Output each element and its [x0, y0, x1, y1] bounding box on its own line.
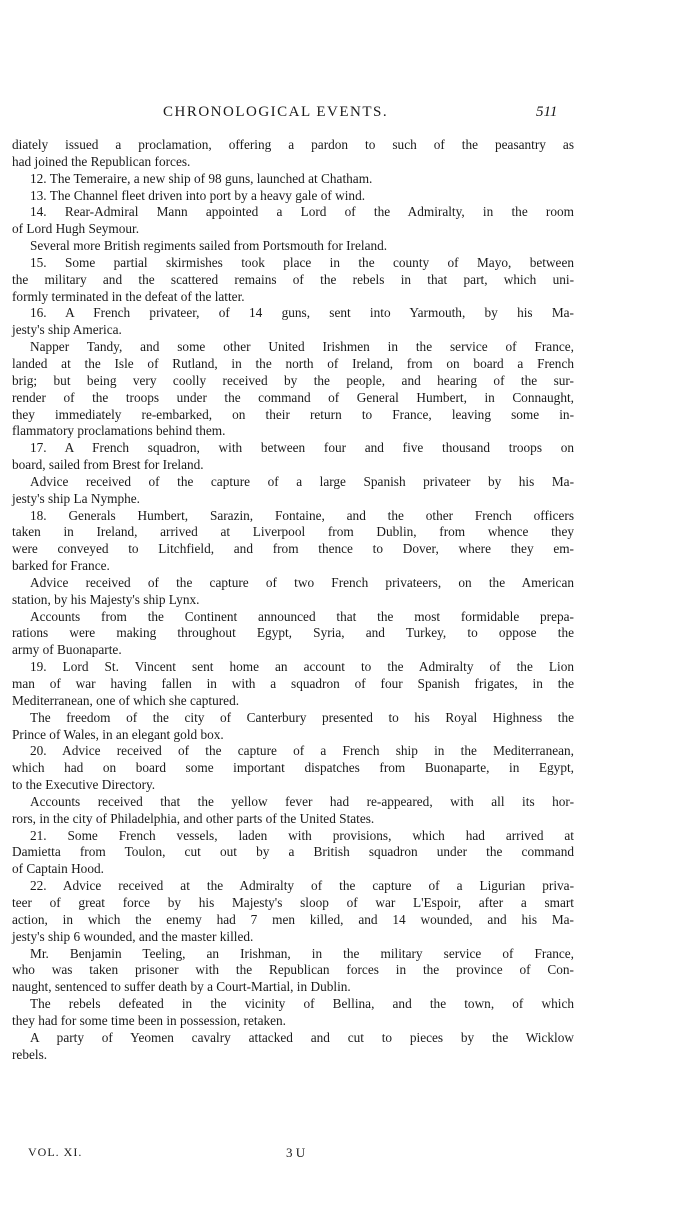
text-line: 16. A French privateer, of 14 guns, sent into Yarmouth, by his Ma-: [30, 305, 574, 321]
text-line: jesty's ship 6 wounded, and the master killed.: [12, 928, 254, 944]
text-line: Accounts from the Continent announced that the most formidable prepa-: [30, 608, 574, 624]
text-line: Advice received of the capture of a large Spanish privateer by his Ma-: [30, 473, 574, 489]
text-line: Napper Tandy, and some other United Irishmen in the service of France,: [30, 339, 574, 355]
text-line: of Captain Hood.: [12, 861, 104, 877]
text-line: 13. The Channel fleet driven into port by a heavy gale of wind.: [30, 187, 366, 203]
volume-label: VOL. XI.: [28, 1145, 83, 1159]
text-line: 21. Some French vessels, laden with provisions, which had arrived at: [30, 827, 574, 843]
text-line: Damietta from Toulon, cut out by a British squadron under the command: [12, 844, 574, 860]
text-line: rors, in the city of Philadelphia, and other parts of the United States.: [12, 810, 375, 826]
text-line: of Lord Hugh Seymour.: [12, 221, 140, 237]
text-line: Advice received of the capture of two French privateers, on the American: [30, 574, 574, 590]
page-number: 511: [536, 104, 558, 120]
text-line: Several more British regiments sailed from Portsmouth for Ireland.: [30, 238, 388, 254]
text-line: they immediately re-embarked, on their return to France, leaving some in-: [12, 406, 574, 422]
text-line: brig; but being very coolly received by the people, and hearing of the sur-: [12, 372, 574, 388]
body-text: [12, 137, 574, 1063]
text-line: 20. Advice received of the capture of a French ship in the Mediterranean,: [30, 743, 574, 759]
text-line: 14. Rear-Admiral Mann appointed a Lord of the Admiralty, in the room: [30, 204, 574, 220]
text-line: Mediterranean, one of which she captured.: [12, 692, 240, 708]
text-line: were conveyed to Litchfield, and from thence to Dover, where they em-: [12, 541, 574, 557]
text-line: jesty's ship America.: [12, 322, 122, 338]
text-line: taken in Ireland, arrived at Liverpool from Dublin, from whence they: [12, 524, 574, 540]
text-line: formly terminated in the defeat of the latter.: [12, 288, 245, 304]
text-line: jesty's ship La Nymphe.: [12, 490, 140, 506]
text-line: the military and the scattered remains of the rebels in that part, which uni-: [12, 271, 574, 287]
running-title: CHRONOLOGICAL EVENTS.: [163, 104, 389, 120]
text-line: they had for some time been in possession, retaken.: [12, 1012, 286, 1028]
text-line: teer of great force by his Majesty's sloop of war L'Espoir, after a smart: [12, 894, 574, 910]
text-line: diately issued a proclamation, offering a pardon to such of the peasantry as: [12, 137, 574, 152]
page-footer: [28, 1145, 588, 1165]
text-line: Prince of Wales, in an elegant gold box.: [12, 726, 224, 742]
text-line: who was taken prisoner with the Republican forces in the province of Con-: [12, 962, 574, 978]
text-line: render of the troops under the command of General Humbert, in Connaught,: [12, 389, 574, 405]
text-line: 12. The Temeraire, a new ship of 98 guns, launched at Chatham.: [30, 170, 373, 186]
text-line: man of war having fallen in with a squadron of four Spanish frigates, in the: [12, 676, 574, 691]
text-line: board, sailed from Brest for Ireland.: [12, 457, 204, 473]
signature-mark: 3 U: [286, 1145, 306, 1160]
text-line: to the Executive Directory.: [12, 777, 156, 793]
running-header: [0, 104, 682, 130]
text-line: flammatory proclamations behind them.: [12, 423, 226, 439]
text-line: landed at the Isle of Rutland, in the north of Ireland, from on board a French: [12, 355, 574, 371]
text-line: A party of Yeomen cavalry attacked and cut to pieces by the Wicklow: [30, 1029, 574, 1045]
text-line: 18. Generals Humbert, Sarazin, Fontaine, and the other French officers: [30, 507, 574, 523]
text-line: naught, sentenced to suffer death by a Court-Martial, in Dublin.: [12, 979, 351, 995]
text-line: had joined the Republican forces.: [12, 153, 191, 169]
text-line: 17. A French squadron, with between four and five thousand troops on: [30, 440, 574, 456]
text-line: rebels.: [12, 1046, 48, 1062]
text-line: Mr. Benjamin Teeling, an Irishman, in the military service of France,: [30, 945, 574, 961]
text-line: barked for France.: [12, 558, 110, 574]
text-line: which had on board some important dispatches from Buonaparte, in Egypt,: [12, 760, 574, 776]
text-line: The freedom of the city of Canterbury presented to his Royal Highness the: [30, 709, 574, 725]
text-line: army of Buonaparte.: [12, 642, 122, 658]
text-line: 22. Advice received at the Admiralty of the capture of a Ligurian priva-: [30, 878, 574, 894]
text-line: The rebels defeated in the vicinity of Bellina, and the town, of which: [30, 996, 574, 1012]
text-line: rations were making throughout Egypt, Syria, and Turkey, to oppose the: [12, 625, 574, 641]
text-line: 19. Lord St. Vincent sent home an account to the Admiralty of the Lion: [30, 659, 574, 675]
text-line: action, in which the enemy had 7 men killed, and 14 wounded, and his Ma-: [12, 911, 574, 927]
text-line: 15. Some partial skirmishes took place in the county of Mayo, between: [30, 254, 574, 270]
text-line: Accounts received that the yellow fever had re-appeared, with all its hor-: [30, 793, 574, 809]
text-line: station, by his Majesty's ship Lynx.: [12, 591, 200, 607]
